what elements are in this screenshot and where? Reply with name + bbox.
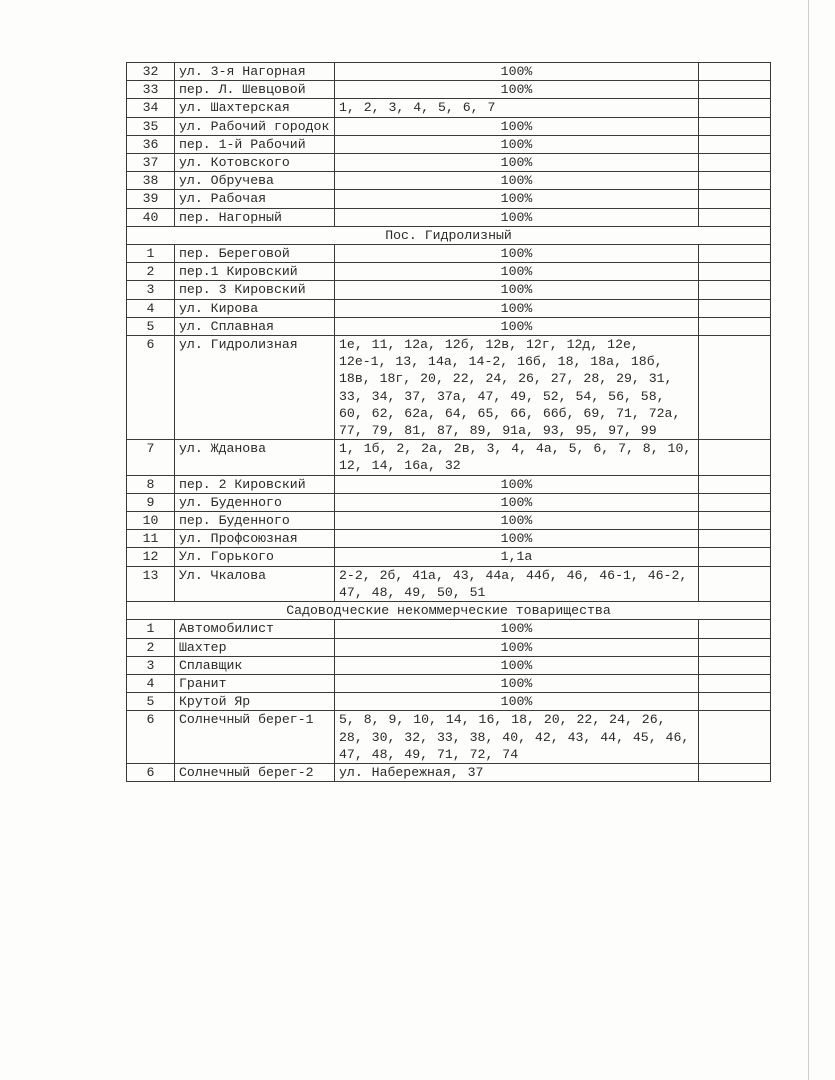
house-numbers: 100% [335, 135, 699, 153]
house-numbers: 100% [335, 154, 699, 172]
row-number: 34 [127, 99, 175, 117]
empty-cell [699, 190, 771, 208]
street-name: ул. Рабочая [175, 190, 335, 208]
street-name: ул. Сплавная [175, 317, 335, 335]
table-row [127, 475, 771, 493]
empty-cell [699, 299, 771, 317]
street-name: пер.1 Кировский [175, 263, 335, 281]
house-numbers: 100% [335, 317, 699, 335]
house-numbers: 100% [335, 638, 699, 656]
table-row [127, 493, 771, 511]
table-row [127, 440, 771, 475]
table-row [127, 638, 771, 656]
empty-cell [699, 117, 771, 135]
row-number: 6 [127, 711, 175, 764]
row-number: 7 [127, 440, 175, 475]
empty-cell [699, 440, 771, 475]
row-number: 6 [127, 336, 175, 440]
house-numbers: 100% [335, 63, 699, 81]
table-row [127, 299, 771, 317]
row-number: 10 [127, 512, 175, 530]
street-name: ул. Жданова [175, 440, 335, 475]
table-row [127, 99, 771, 117]
street-name: пер. Береговой [175, 245, 335, 263]
row-number: 40 [127, 208, 175, 226]
table-row [127, 693, 771, 711]
house-numbers: 100% [335, 117, 699, 135]
house-numbers: 100% [335, 245, 699, 263]
section-title: Садоводческие некоммерческие товарищества [127, 602, 771, 620]
row-number: 2 [127, 638, 175, 656]
empty-cell [699, 281, 771, 299]
section-header-row [127, 226, 771, 244]
table-row [127, 512, 771, 530]
house-numbers: 1, 2, 3, 4, 5, 6, 7 [335, 99, 699, 117]
row-number: 4 [127, 674, 175, 692]
house-numbers: 100% [335, 530, 699, 548]
section-title: Пос. Гидролизный [127, 226, 771, 244]
table-row [127, 566, 771, 601]
street-name: ул. Рабочий городок [175, 117, 335, 135]
table-row [127, 154, 771, 172]
table-row [127, 263, 771, 281]
house-numbers: 1,1а [335, 548, 699, 566]
house-numbers: 100% [335, 475, 699, 493]
empty-cell [699, 135, 771, 153]
empty-cell [699, 620, 771, 638]
street-name: пер. 2 Кировский [175, 475, 335, 493]
table-row [127, 190, 771, 208]
empty-cell [699, 81, 771, 99]
empty-cell [699, 263, 771, 281]
street-name: Солнечный берег-1 [175, 711, 335, 764]
street-name: пер. Буденного [175, 512, 335, 530]
house-numbers: 100% [335, 190, 699, 208]
table-row [127, 317, 771, 335]
table-row [127, 620, 771, 638]
house-numbers: 100% [335, 172, 699, 190]
empty-cell [699, 566, 771, 601]
empty-cell [699, 763, 771, 781]
house-numbers: ул. Набережная, 37 [335, 763, 699, 781]
empty-cell [699, 493, 771, 511]
row-number: 11 [127, 530, 175, 548]
house-numbers: 100% [335, 299, 699, 317]
street-name: Ул. Горького [175, 548, 335, 566]
row-number: 39 [127, 190, 175, 208]
street-name: Солнечный берег-2 [175, 763, 335, 781]
empty-cell [699, 99, 771, 117]
address-table [126, 62, 771, 782]
empty-cell [699, 656, 771, 674]
section-header-row [127, 602, 771, 620]
street-name: пер. Нагорный [175, 208, 335, 226]
empty-cell [699, 154, 771, 172]
table-row [127, 208, 771, 226]
row-number: 36 [127, 135, 175, 153]
street-name: ул. 3-я Нагорная [175, 63, 335, 81]
table-row [127, 63, 771, 81]
row-number: 32 [127, 63, 175, 81]
empty-cell [699, 336, 771, 440]
table-row [127, 674, 771, 692]
house-numbers: 2-2, 2б, 41а, 43, 44а, 44б, 46, 46-1, 46-2, 47, 48, 49, 50, 51 [335, 566, 699, 601]
table-row [127, 548, 771, 566]
row-number: 9 [127, 493, 175, 511]
house-numbers: 100% [335, 281, 699, 299]
house-numbers: 100% [335, 674, 699, 692]
table-row [127, 245, 771, 263]
empty-cell [699, 512, 771, 530]
empty-cell [699, 245, 771, 263]
row-number: 35 [127, 117, 175, 135]
street-name: Шахтер [175, 638, 335, 656]
house-numbers: 1, 1б, 2, 2а, 2в, 3, 4, 4а, 5, 6, 7, 8, 10, 12, 14, 16а, 32 [335, 440, 699, 475]
scan-edge-line [808, 0, 809, 1080]
empty-cell [699, 548, 771, 566]
empty-cell [699, 674, 771, 692]
empty-cell [699, 638, 771, 656]
table-row [127, 763, 771, 781]
row-number: 3 [127, 656, 175, 674]
house-numbers: 100% [335, 493, 699, 511]
table-row [127, 81, 771, 99]
street-name: пер. 3 Кировский [175, 281, 335, 299]
street-name: пер. Л. Шевцовой [175, 81, 335, 99]
street-name: Автомобилист [175, 620, 335, 638]
table-row [127, 172, 771, 190]
street-name: ул. Профсоюзная [175, 530, 335, 548]
table-row [127, 656, 771, 674]
row-number: 8 [127, 475, 175, 493]
street-name: ул. Гидролизная [175, 336, 335, 440]
house-numbers: 1е, 11, 12а, 12б, 12в, 12г, 12д, 12е, 12е-1, 13, 14а, 14-2, 16б, 18, 18а, 18б, 18в, 18г, 20, 22, 24, 26, 27, 28, 29, 31, 33, 34, 37, 37а, 47, 49, 52, 54, 56, 58, 60, 62, 62а, 64, 65, 66, 66б, 69, 71, 72а, 77, 79, 81, 87, 89, 91а, 93, 95, 97, 99 [335, 336, 699, 440]
row-number: 12 [127, 548, 175, 566]
row-number: 6 [127, 763, 175, 781]
row-number: 37 [127, 154, 175, 172]
table-row [127, 711, 771, 764]
street-name: ул. Кирова [175, 299, 335, 317]
empty-cell [699, 711, 771, 764]
empty-cell [699, 63, 771, 81]
row-number: 33 [127, 81, 175, 99]
street-name: Сплавщик [175, 656, 335, 674]
table-row [127, 336, 771, 440]
street-name: Крутой Яр [175, 693, 335, 711]
row-number: 5 [127, 317, 175, 335]
row-number: 38 [127, 172, 175, 190]
house-numbers: 100% [335, 263, 699, 281]
empty-cell [699, 475, 771, 493]
table-row [127, 135, 771, 153]
empty-cell [699, 530, 771, 548]
empty-cell [699, 208, 771, 226]
street-name: Ул. Чкалова [175, 566, 335, 601]
row-number: 5 [127, 693, 175, 711]
empty-cell [699, 693, 771, 711]
house-numbers: 100% [335, 620, 699, 638]
house-numbers: 100% [335, 512, 699, 530]
street-name: ул. Буденного [175, 493, 335, 511]
street-name: ул. Шахтерская [175, 99, 335, 117]
row-number: 1 [127, 620, 175, 638]
street-name: ул. Обручева [175, 172, 335, 190]
table-row [127, 281, 771, 299]
table-row [127, 530, 771, 548]
row-number: 4 [127, 299, 175, 317]
empty-cell [699, 172, 771, 190]
house-numbers: 100% [335, 208, 699, 226]
row-number: 3 [127, 281, 175, 299]
house-numbers: 100% [335, 693, 699, 711]
house-numbers: 5, 8, 9, 10, 14, 16, 18, 20, 22, 24, 26, 28, 30, 32, 33, 38, 40, 42, 43, 44, 45, 46, 47, 48, 49, 71, 72, 74 [335, 711, 699, 764]
street-name: ул. Котовского [175, 154, 335, 172]
house-numbers: 100% [335, 81, 699, 99]
row-number: 13 [127, 566, 175, 601]
table-row [127, 117, 771, 135]
house-numbers: 100% [335, 656, 699, 674]
row-number: 1 [127, 245, 175, 263]
street-name: пер. 1-й Рабочий [175, 135, 335, 153]
empty-cell [699, 317, 771, 335]
row-number: 2 [127, 263, 175, 281]
street-name: Гранит [175, 674, 335, 692]
